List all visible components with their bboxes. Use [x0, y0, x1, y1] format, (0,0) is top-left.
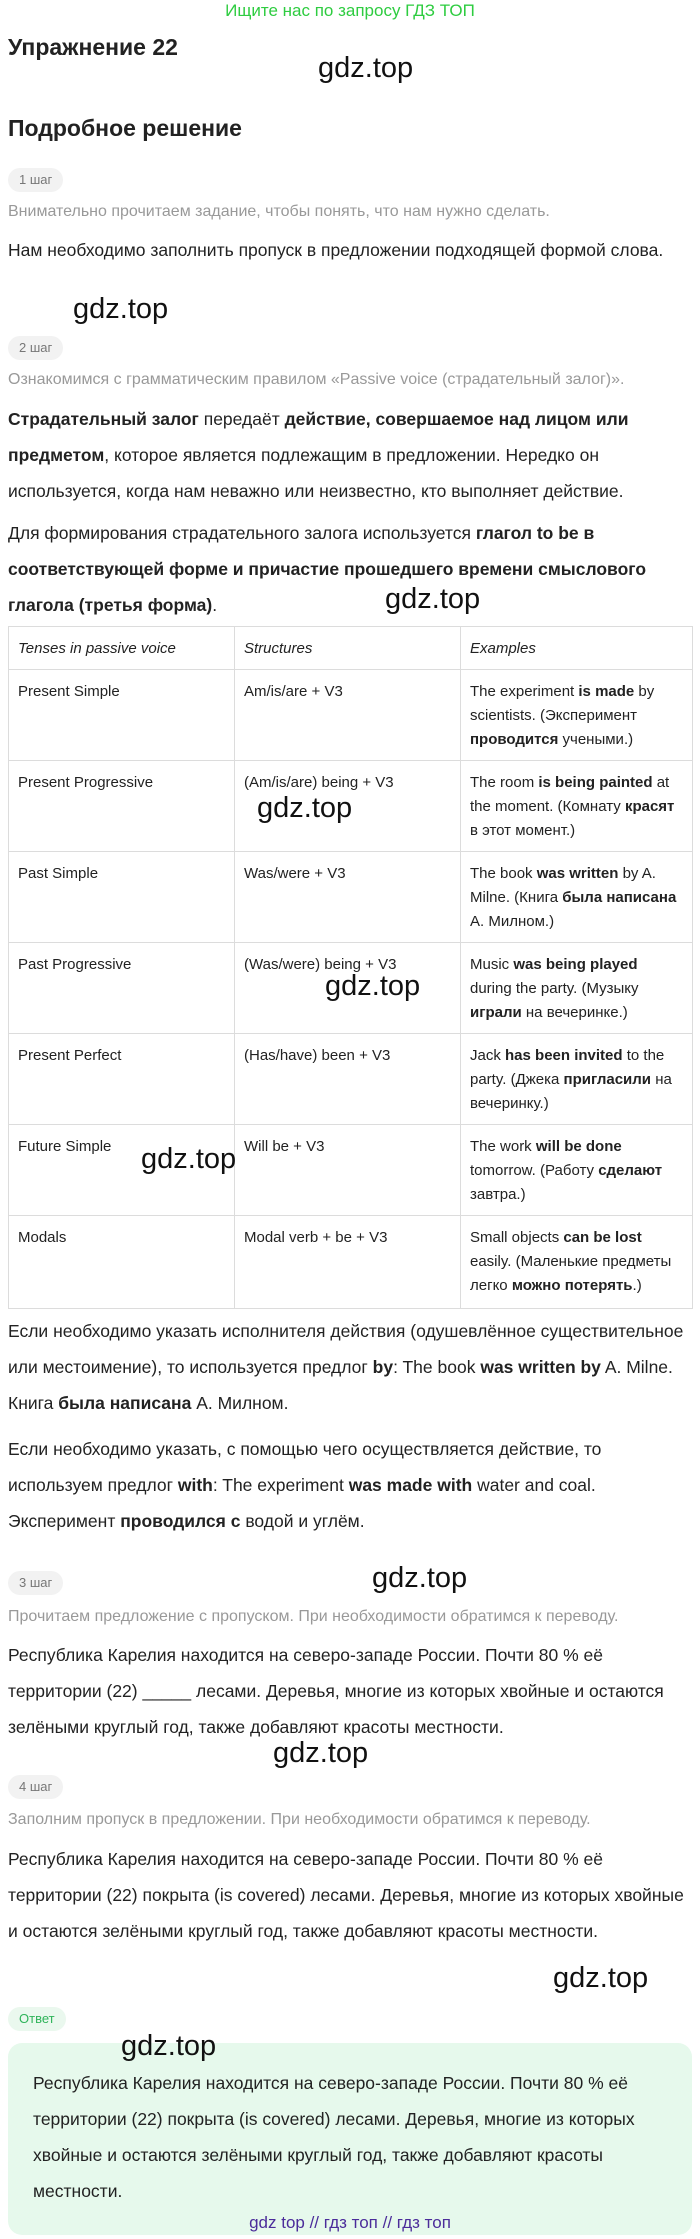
text: Для формирования страдательного залога используется	[8, 523, 476, 543]
by-preposition-rule: Если необходимо указать исполнителя действия (одушевлённое существительное или местоимение), то используется предлог by: The book was written by A. Milne. Книга была написана А. Милном.	[8, 1321, 684, 1413]
table-row	[9, 1034, 693, 1125]
watermark: gdz.top	[372, 1562, 468, 1594]
watermark: gdz.top	[257, 792, 353, 824]
column-header: Tenses in passive voice	[9, 627, 235, 670]
passive-formation	[8, 515, 692, 623]
tense-cell: Present Progressive	[9, 761, 235, 852]
watermark: gdz.top	[73, 293, 169, 325]
example-cell: Jack has been invited to the party. (Джека пригласили на вечеринку.)	[461, 1034, 693, 1125]
step-4-hint: Заполним пропуск в предложении. При необходимости обратимся к переводу.	[8, 1811, 591, 1828]
example-cell: The book was written by A. Milne. (Книга была написана А. Милном.)	[461, 852, 693, 943]
tense-cell: Present Simple	[9, 670, 235, 761]
text: , которое является подлежащим в предложении. Нередко он используется, когда нам неважно или неизвестно, кто выполняет действие.	[8, 445, 624, 501]
table-row	[9, 1216, 693, 1309]
footer-links[interactable]: gdz top // гдз топ // гдз топ	[249, 2213, 451, 2232]
watermark: gdz.top	[121, 2030, 217, 2062]
text: передаёт	[198, 409, 285, 429]
tense-cell: Modals	[9, 1216, 235, 1309]
example-cell: The room is being painted at the moment. (Комнату красят в этот момент.)	[461, 761, 693, 852]
answer-box	[8, 2043, 692, 2235]
step-1-hint: Внимательно прочитаем задание, чтобы понять, что нам нужно сделать.	[8, 203, 550, 220]
table-row	[9, 1125, 693, 1216]
watermark: gdz.top	[141, 1143, 237, 1175]
table-header-row	[9, 627, 693, 670]
watermark: gdz.top	[385, 583, 481, 615]
step-3-text: Республика Карелия находится на северо-западе России. Почти 80 % её территории (22) _____ лесами. Деревья, многие из которых хвойные и остаются зелёными круглый год, также добавляют красоты местности.	[8, 1645, 664, 1737]
step-4-text: Республика Карелия находится на северо-западе России. Почти 80 % её территории (22) покрыта (is covered) лесами. Деревья, многие из которых хвойные и остаются зелёными круглый год, также добавляют красоты местности.	[8, 1849, 684, 1941]
example-cell: Music was being played during the party. (Музыку играли на вечеринке.)	[461, 943, 693, 1034]
answer-badge: Ответ	[8, 2007, 66, 2031]
tense-cell: Future Simple	[9, 1125, 235, 1216]
example-cell: Small objects can be lost easily. (Маленькие предметы легко можно потерять.)	[461, 1216, 693, 1309]
step-2-badge: 2 шаг	[8, 336, 63, 360]
step-3-hint: Прочитаем предложение с пропуском. При необходимости обратимся к переводу.	[8, 1608, 619, 1625]
bold-term: действие, совершаемое над лицом или предметом	[8, 409, 629, 465]
structure-cell: (Was/were) being + V3	[235, 943, 461, 1034]
step-2-hint: Ознакомимся с грамматическим правилом «Passive voice (страдательный залог)».	[8, 371, 625, 388]
table-row	[9, 670, 693, 761]
search-promo-link[interactable]: Ищите нас по запросу ГДЗ ТОП	[225, 1, 475, 20]
section-title: Подробное решение	[8, 115, 242, 141]
step-1-badge: 1 шаг	[8, 168, 63, 192]
structure-cell: (Am/is/are) being + V3	[235, 761, 461, 852]
passive-definition	[8, 401, 692, 509]
answer-text: Республика Карелия находится на северо-западе России. Почти 80 % её территории (22) покрыта (is covered) лесами. Деревья, многие из которых хвойные и остаются зелёными круглый год, также добавляют красоты местности.	[33, 2073, 635, 2201]
step-4-badge: 4 шаг	[8, 1775, 63, 1799]
watermark: gdz.top	[553, 1962, 649, 1994]
text: .	[212, 595, 218, 615]
tense-cell: Present Perfect	[9, 1034, 235, 1125]
example-cell: The experiment is made by scientists. (Эксперимент проводится учеными.)	[461, 670, 693, 761]
passive-voice-table	[8, 626, 693, 1309]
table-row	[9, 852, 693, 943]
bold-term: глагол to be в соответствующей форме и причастие прошедшего времени смыслового глагола (третья форма)	[8, 523, 647, 615]
column-header: Examples	[461, 627, 693, 670]
step-3-badge: 3 шаг	[8, 1571, 63, 1595]
tense-cell: Past Progressive	[9, 943, 235, 1034]
watermark: gdz.top	[318, 52, 414, 84]
structure-cell: (Has/have) been + V3	[235, 1034, 461, 1125]
step-1-text: Нам необходимо заполнить пропуск в предложении подходящей формой слова.	[8, 240, 664, 260]
structure-cell: Was/were + V3	[235, 852, 461, 943]
structure-cell: Modal verb + be + V3	[235, 1216, 461, 1309]
watermark: gdz.top	[273, 1737, 369, 1769]
structure-cell: Will be + V3	[235, 1125, 461, 1216]
bold-term: Страдательный залог	[8, 409, 199, 429]
structure-cell: Am/is/are + V3	[235, 670, 461, 761]
with-preposition-rule: Если необходимо указать, с помощью чего осуществляется действие, то используем предлог with: The experiment was made with water and coal. Эксперимент проводился с водой и углём.	[8, 1439, 602, 1531]
watermark: gdz.top	[325, 970, 421, 1002]
example-cell: The work will be done tomorrow. (Работу сделают завтра.)	[461, 1125, 693, 1216]
tense-cell: Past Simple	[9, 852, 235, 943]
column-header: Structures	[235, 627, 461, 670]
page-title: Упражнение 22	[8, 34, 178, 60]
